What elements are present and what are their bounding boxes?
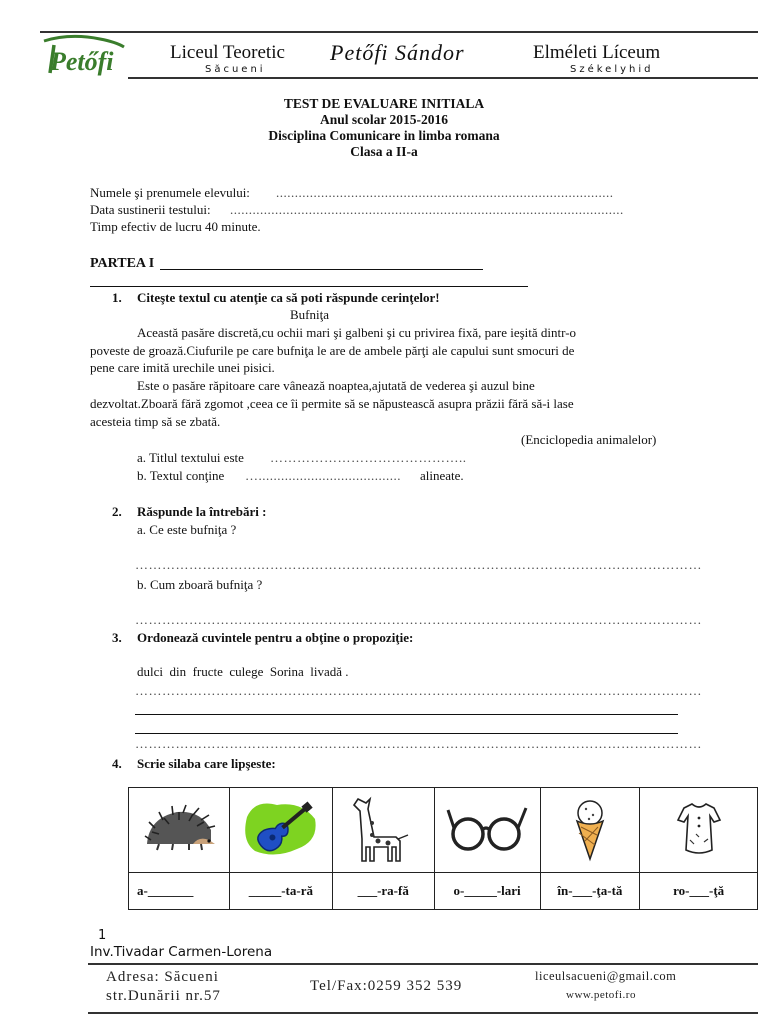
school-year: Anul scolar 2015-2016 — [319, 112, 448, 127]
school-name: Petőfi Sándor — [330, 40, 465, 65]
syllable-label[interactable]: ___-ra-fă — [332, 873, 434, 910]
grade: Clasa a II-a — [350, 144, 418, 159]
q1-number: 1. — [112, 290, 122, 305]
syllable-label[interactable]: ro-___-ţă — [640, 873, 758, 910]
syllable-label[interactable]: _____-ta-ră — [229, 873, 332, 910]
part-underline — [160, 269, 483, 270]
q1-instruction: Citeşte textul cu atenţie ca să poti răspunde cerinţelor! — [137, 290, 440, 305]
syllable-label[interactable]: în-___-ţa-tă — [540, 873, 640, 910]
q2a-answer-dots[interactable]: ……………………………………………………………………………………………………………… — [135, 557, 702, 572]
q3-words: dulci din fructe culege Sorina livadă . — [137, 664, 349, 679]
text-line: Este o pasăre răpitoare care vânează noaptea,ajutată de vederea şi auzul bine — [137, 378, 535, 393]
text-line: dezvoltat.Zboară fără zgomot ,ceea ce îi permite să se năpustească asupra prăzii fără să-i lase — [90, 396, 574, 411]
q1a-prompt: a. Titlul textului este — [137, 450, 244, 465]
test-title: TEST DE EVALUARE INITIALA — [283, 96, 485, 111]
guitar-picture — [229, 788, 332, 873]
page-number: 1 — [98, 928, 107, 943]
syllable-label[interactable]: a-_______ — [129, 873, 230, 910]
email[interactable]: liceulsacueni@gmail.com — [535, 969, 677, 983]
work-time: Timp efectiv de lucru 40 minute. — [90, 219, 261, 234]
footer-bottom-rule — [88, 1012, 758, 1014]
logo-text: Petőfi — [50, 47, 114, 76]
city-hu: Székelyhid — [570, 64, 654, 75]
q3-instruction: Ordonează cuvintele pentru a obţine o propoziţie: — [137, 630, 414, 645]
q3-answer-line[interactable] — [135, 714, 678, 715]
q1b-suffix: alineate. — [420, 468, 464, 483]
q4-number: 4. — [112, 756, 122, 771]
footer-top-rule — [88, 963, 758, 965]
q1a-answer-dots[interactable]: …………………………………….. — [270, 450, 467, 465]
q2-number: 2. — [112, 504, 122, 519]
q1b-prompt: b. Textul conţine — [137, 468, 225, 483]
q3-answer-dots[interactable]: ……………………………………………………………………………………………………………… — [135, 683, 702, 698]
text-line: acesteia timp să se zbată. — [90, 414, 221, 429]
q2b-answer-dots[interactable]: ……………………………………………………………………………………………………………… — [135, 612, 702, 627]
q2a-prompt: a. Ce este bufniţa ? — [137, 522, 237, 537]
school-name-hu: Elméleti Líceum — [533, 42, 661, 63]
subject: Disciplina Comunicare in limba romana — [268, 128, 500, 143]
text-source: (Enciclopedia animalelor) — [521, 432, 657, 447]
q2-instruction: Răspunde la întrebări : — [137, 504, 267, 519]
text-title: Bufniţa — [290, 307, 329, 322]
q1b-answer-dots[interactable]: …...................................... — [245, 468, 401, 483]
student-name-label: Numele şi prenumele elevului: — [90, 185, 250, 200]
glasses-picture — [434, 788, 540, 873]
address-line-1: Adresa: Săcueni — [106, 969, 219, 985]
q4-instruction: Scrie silaba care lipşeste: — [137, 756, 276, 771]
hedgehog-picture — [129, 788, 230, 873]
address-line-2: str.Dunării nr.57 — [106, 988, 221, 1004]
teacher-name: Inv.Tivadar Carmen-Lorena — [90, 944, 273, 960]
icecream-picture — [540, 788, 640, 873]
dress-picture — [640, 788, 758, 873]
text-line: Această pasăre discretă,cu ochii mari şi galbeni şi cu privirea fixă, pare ieşită dintr-o — [137, 325, 577, 340]
q3-number: 3. — [112, 630, 122, 645]
q2b-prompt: b. Cum zboară bufniţa ? — [137, 577, 263, 592]
syllable-label[interactable]: o-_____-lari — [434, 873, 540, 910]
school-logo — [40, 33, 128, 79]
phone: Tel/Fax:0259 352 539 — [310, 978, 463, 994]
syllable-table — [128, 787, 758, 910]
q3-answer-line[interactable] — [135, 733, 678, 734]
giraffe-picture — [332, 788, 434, 873]
test-date-dots: ......................................................................................................... — [230, 202, 624, 217]
school-name-ro: Liceul Teoretic — [170, 42, 285, 63]
header-top-rule — [40, 31, 758, 33]
website[interactable]: www.petofi.ro — [566, 989, 636, 1001]
part-label: PARTEA I — [90, 256, 155, 271]
test-date-label: Data sustinerii testului: — [90, 202, 211, 217]
part-rule — [90, 286, 528, 287]
text-line: pene care imită urechile unei pisici. — [90, 360, 275, 375]
header-bottom-rule — [128, 77, 758, 79]
student-name-dots: .......................................................................................... — [276, 185, 614, 200]
text-line: poveste de groază.Ciufurile pe care bufniţa le are de ambele părţi ale capului sunt smocuri de — [90, 343, 575, 358]
city-ro: Săcueni — [205, 64, 266, 75]
q3-answer-dots[interactable]: ……………………………………………………………………………………………………………… — [135, 736, 702, 751]
